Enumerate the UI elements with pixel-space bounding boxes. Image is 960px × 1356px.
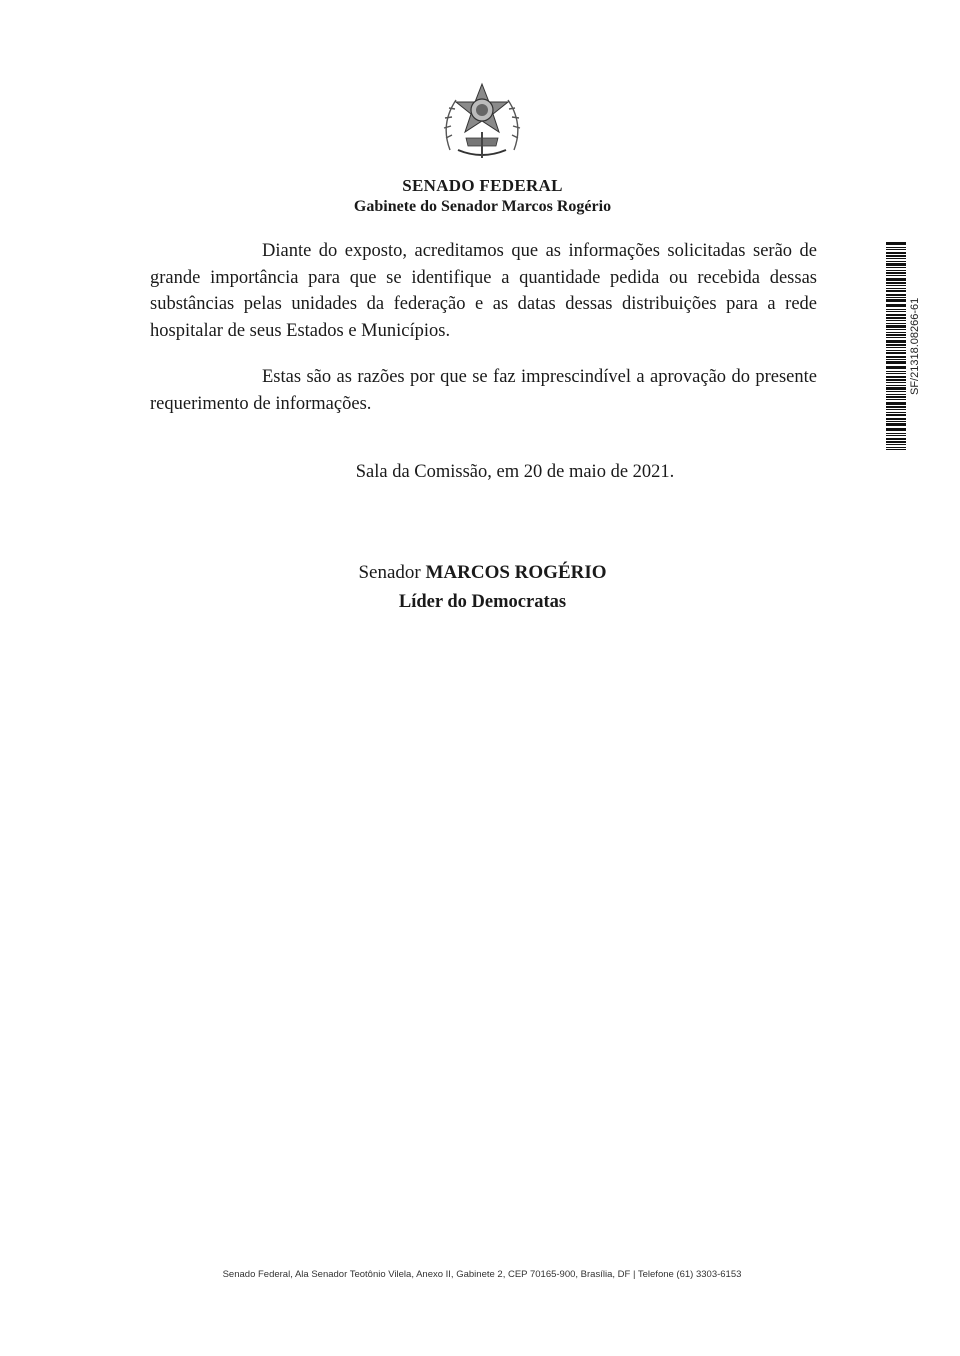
organization-name: SENADO FEDERAL bbox=[402, 176, 563, 195]
paragraph-text: Estas são as razões por que se faz imprescindível a aprovação do presente requerimento de informações. bbox=[150, 367, 817, 414]
barcode-icon bbox=[886, 242, 906, 450]
signer-name: MARCOS ROGÉRIO bbox=[425, 562, 607, 583]
place-and-date: Sala da Comissão, em 20 de maio de 2021. bbox=[355, 462, 675, 482]
document-code: SF/21318.08266-61 bbox=[909, 297, 921, 395]
footer-address: Senado Federal, Ala Senador Teotônio Vilela, Anexo II, Gabinete 2, CEP 70165-900, Brasília, DF | Telefone (61) 3303-6153 bbox=[222, 1269, 742, 1280]
signature-title: Senador bbox=[358, 562, 421, 583]
brazil-coat-of-arms-icon bbox=[436, 80, 528, 168]
office-name: Gabinete do Senador Marcos Rogério bbox=[353, 198, 612, 215]
body-paragraph bbox=[150, 238, 817, 344]
signature-name bbox=[0, 562, 960, 584]
body-paragraph bbox=[150, 364, 817, 417]
signature-role: Líder do Democratas bbox=[398, 592, 567, 612]
paragraph-text: Diante do exposto, acreditamos que as informações solicitadas serão de grande importância para que se identifique a quantidade pedida ou recebida dessas substâncias pelas unidades da federação e as datas dessas distribuições para a rede hospitalar de seus Estados e Municípios. bbox=[150, 241, 817, 341]
